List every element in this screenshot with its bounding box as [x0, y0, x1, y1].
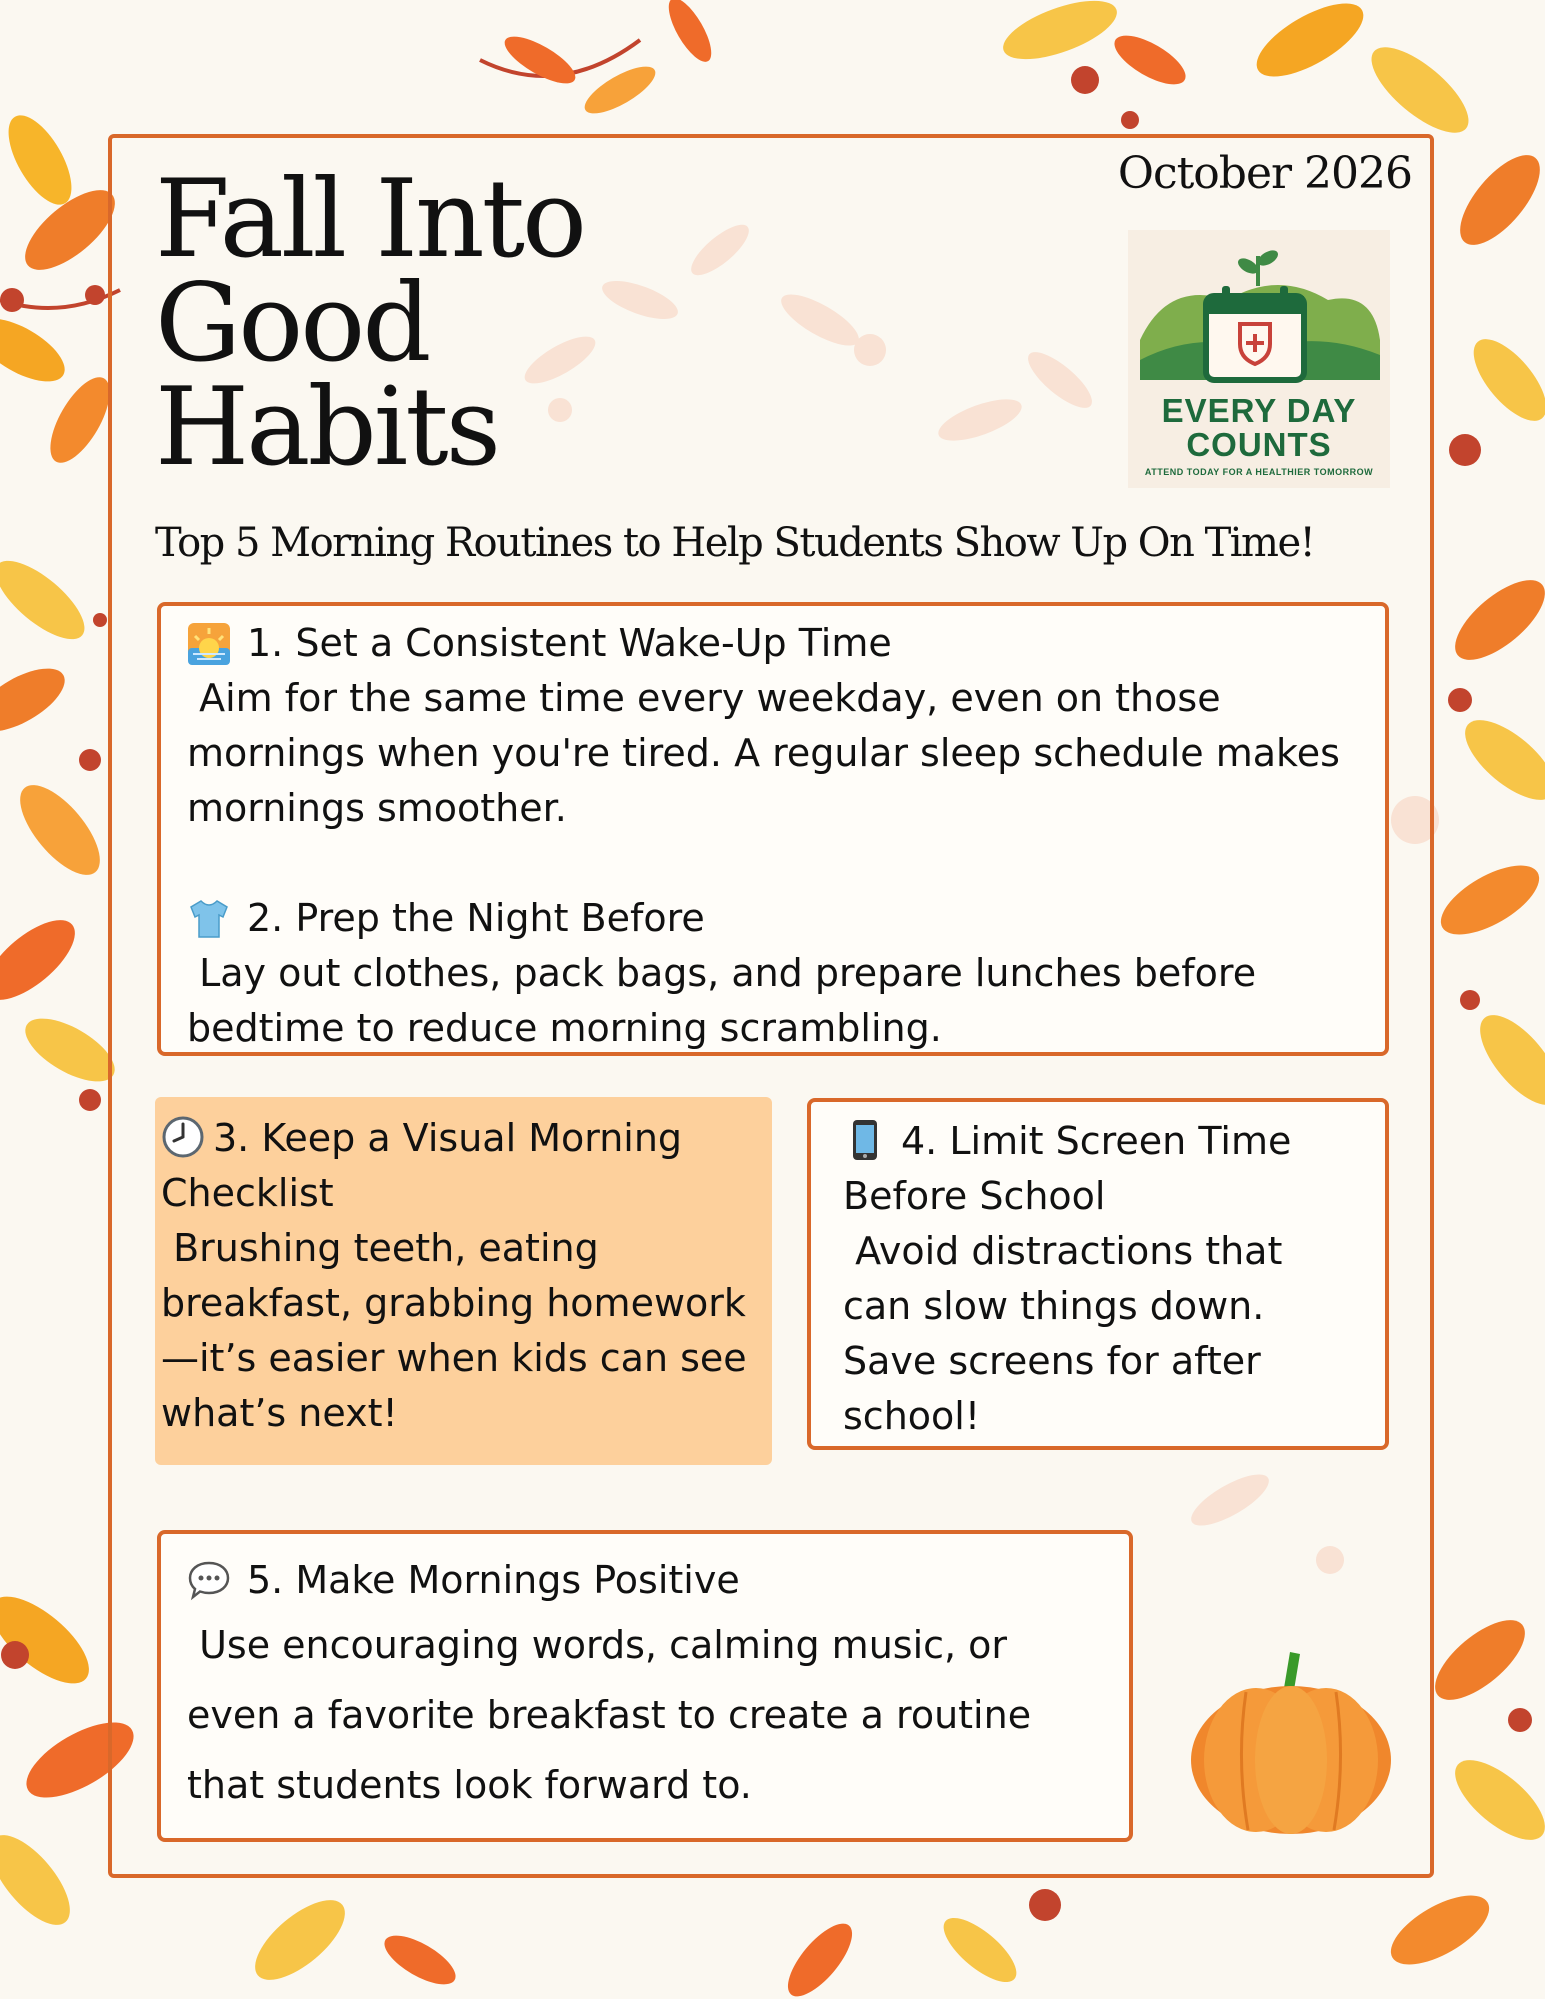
tip-heading-text: 3. Keep a Visual Morning Checklist — [161, 1116, 683, 1215]
tip-heading — [187, 891, 1359, 946]
tip-heading-text: 4. Limit Screen Time Before School — [843, 1119, 1292, 1218]
sunrise-icon — [187, 622, 231, 666]
tip-body: Aim for the same time every weekday, even on those mornings when you're tired. A regular sleep schedule makes mornings smoother. — [187, 676, 1352, 830]
tip-heading-text: 2. Prep the Night Before — [247, 896, 705, 940]
page-title — [155, 157, 755, 490]
every-day-counts-logo — [1128, 230, 1390, 488]
issue-date: October 2026 — [1117, 148, 1412, 199]
title-line: Fall Into — [155, 157, 585, 282]
tip-heading-text: 5. Make Mornings Positive — [247, 1558, 740, 1602]
page-subtitle: Top 5 Morning Routines to Help Students Show Up On Time! — [155, 520, 1315, 566]
mobile-phone-icon — [843, 1118, 887, 1162]
tip-body: Brushing teeth, eating breakfast, grabbing homework—it’s easier when kids can see what’s next! — [161, 1226, 759, 1435]
tip-5-card — [157, 1530, 1133, 1842]
title-line: Habits — [155, 365, 499, 490]
logo-text-line2: COUNTS — [1186, 426, 1332, 463]
tip-heading-text: 1. Set a Consistent Wake-Up Time — [247, 621, 892, 665]
logo-tagline: ATTEND TODAY FOR A HEALTHIER TOMORROW — [1144, 467, 1374, 477]
logo-text-line1: EVERY DAY — [1161, 392, 1357, 429]
speech-bubble-icon — [187, 1558, 231, 1602]
clock-icon — [161, 1115, 205, 1159]
tip-heading — [187, 1550, 1103, 1610]
tip-3-card — [155, 1097, 772, 1465]
pumpkin-icon — [1186, 1648, 1396, 1838]
tip-body: Use encouraging words, calming music, or even a favorite breakfast to create a routine that students look forward to. — [187, 1623, 1044, 1807]
tip-body: Lay out clothes, pack bags, and prepare lunches before bedtime to reduce morning scrambling. — [187, 951, 1269, 1050]
tip-heading — [161, 1111, 766, 1221]
tip-heading — [843, 1114, 1353, 1224]
title-line: Good — [155, 261, 429, 386]
tip-body: Avoid distractions that can slow things down. Save screens for after school! — [843, 1229, 1295, 1438]
tshirt-icon — [187, 897, 231, 941]
tip-4-card — [807, 1098, 1389, 1450]
tip-heading — [187, 616, 1359, 671]
tips-1-2-card — [157, 602, 1389, 1056]
